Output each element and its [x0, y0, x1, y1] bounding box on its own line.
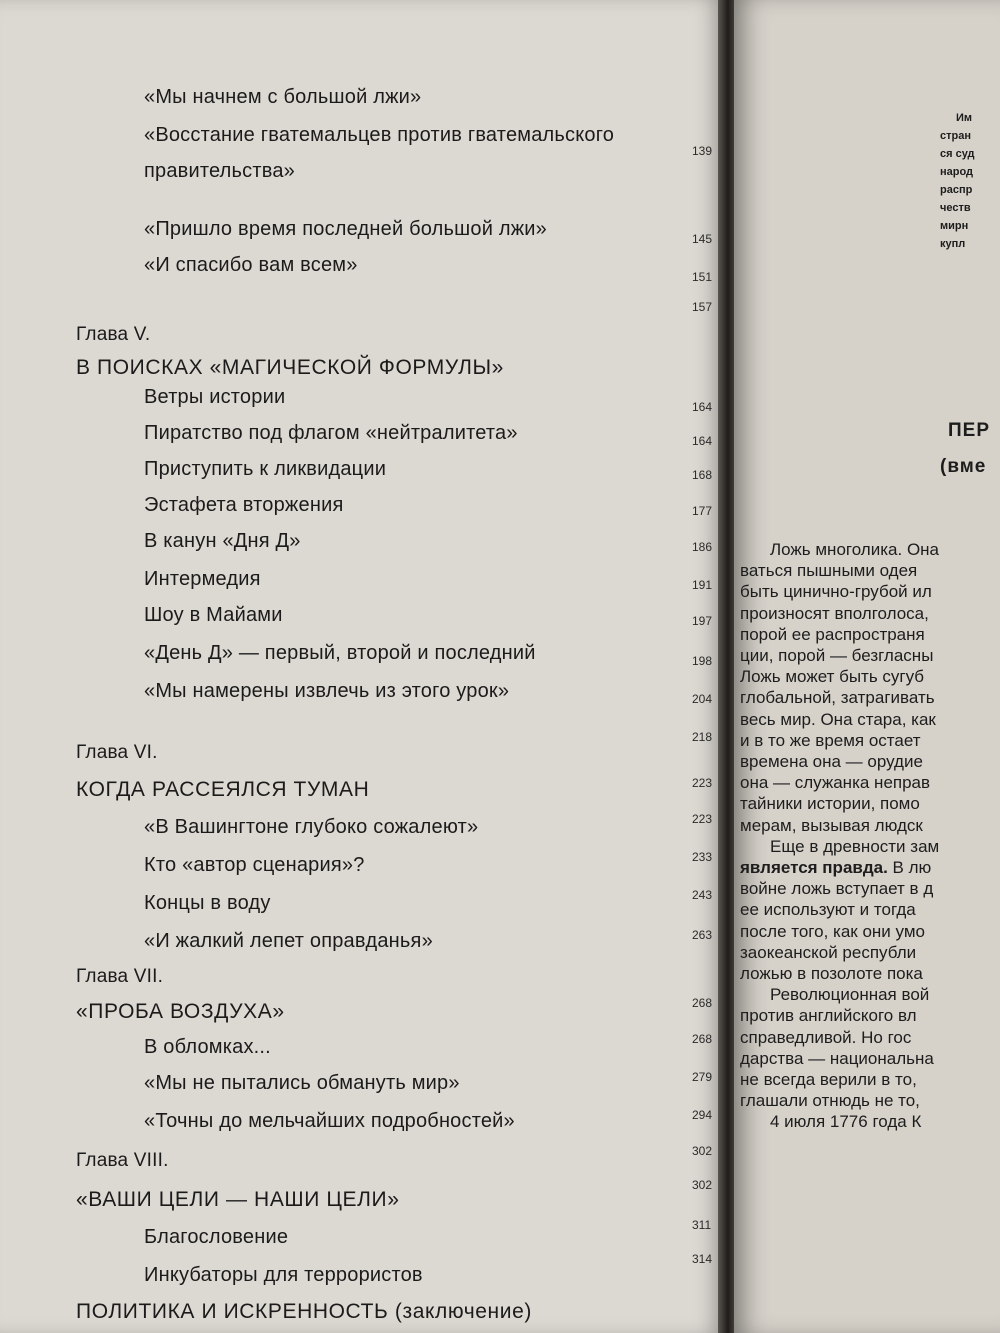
right-page-heading: (вме — [940, 456, 987, 477]
page-number: 151 — [692, 270, 713, 284]
right-page-body-line: является правда. В лю — [740, 858, 932, 877]
right-page-heading: ПЕР — [948, 420, 991, 441]
right-page-body-line: не всегда верили в то, — [740, 1070, 917, 1089]
page-number: 263 — [692, 928, 713, 942]
page-number: 311 — [692, 1218, 712, 1232]
page-number: 198 — [692, 654, 713, 668]
page-number: 204 — [692, 692, 713, 706]
right-page-body-line: быть цинично-грубой ил — [740, 582, 932, 602]
right-page-body-line: после того, как они умо — [740, 921, 925, 941]
chapter-label: Глава VII. — [76, 966, 164, 987]
right-page-epigraph-line: мирн — [940, 220, 969, 232]
right-page-body-line: ложью в позолоте пока — [740, 964, 923, 983]
page-number: 268 — [692, 1032, 713, 1046]
page-number: 164 — [692, 400, 713, 414]
toc-entry: «Мы не пытались обмануть мир» — [144, 1072, 460, 1094]
right-page-body-line: весь мир. Она стара, как — [740, 709, 936, 729]
page-number: 191 — [692, 578, 713, 592]
page-number: 223 — [692, 812, 713, 826]
right-page-body-line: Революционная вой — [770, 985, 930, 1005]
toc-entry: «День Д» — первый, второй и последний — [144, 642, 536, 664]
right-page-body-line: Ложь многолика. Она — [770, 540, 940, 559]
toc-entry: Благословение — [144, 1226, 289, 1248]
right-page-body-line: тайники истории, помо — [740, 794, 920, 814]
right-page-epigraph-line: распр — [940, 184, 973, 196]
toc-entry: «И спасибо вам всем» — [144, 254, 358, 276]
toc-entry: Приступить к ликвидации — [144, 458, 387, 480]
page-number: 177 — [692, 504, 713, 518]
right-page-epigraph-line: Им — [956, 112, 973, 124]
right-page-body-line: ваться пышными одея — [740, 561, 918, 581]
right-page-epigraph-line: купл — [940, 238, 966, 250]
toc-entry: «Точны до мельчайших подробностей» — [144, 1110, 515, 1132]
toc-entry: В канун «Дня Д» — [144, 530, 301, 552]
chapter-label: Глава VIII. — [76, 1150, 169, 1171]
right-page-body-line: дарства — национальна — [740, 1048, 934, 1068]
chapter-title: «ВАШИ ЦЕЛИ — НАШИ ЦЕЛИ» — [76, 1188, 400, 1211]
page-number: 145 — [692, 232, 713, 246]
right-page-body-line: заокеанской республи — [740, 942, 917, 962]
toc-entry: «И жалкий лепет оправданья» — [144, 930, 433, 952]
page-number: 314 — [692, 1252, 713, 1266]
right-page-body-line: она — служанка неправ — [740, 773, 931, 793]
right-page-body-line: мерам, вызывая людск — [740, 815, 923, 835]
toc-entry: Ветры истории — [144, 386, 286, 408]
page-number: 302 — [692, 1178, 713, 1192]
page-number: 243 — [692, 888, 713, 902]
toc-entry: В обломках... — [144, 1036, 271, 1058]
chapter-title: КОГДА РАССЕЯЛСЯ ТУМАН — [76, 778, 370, 801]
right-page-body-line: порой ее распространя — [740, 624, 925, 644]
right-page-body-line: глашали отнюдь не то, — [740, 1091, 920, 1111]
toc-entry: «Пришло время последней большой лжи» — [144, 218, 547, 240]
page-number: 168 — [692, 468, 713, 482]
page-number: 186 — [692, 540, 713, 554]
right-page-body-line: произносят вполголоса, — [740, 603, 929, 623]
toc-entry: Кто «автор сценария»? — [144, 854, 365, 876]
right-page-body-line: против английского вл — [740, 1006, 917, 1026]
toc-entry: «Восстание гватемальцев против гватемальского — [144, 124, 615, 146]
toc-entry: «Мы начнем с большой лжи» — [144, 86, 422, 108]
right-page — [734, 0, 1000, 1333]
chapter-label: Глава V. — [76, 324, 151, 345]
right-page-epigraph-line: народ — [940, 166, 974, 178]
toc-entry: Эстафета вторжения — [144, 494, 344, 516]
chapter-title: ПОЛИТИКА И ИСКРЕННОСТЬ (заключение) — [76, 1300, 532, 1323]
right-page-body-line: войне ложь вступает в д — [740, 879, 934, 899]
page-number: 157 — [692, 300, 713, 314]
toc-entry: Шоу в Майами — [144, 604, 283, 626]
page-number: 233 — [692, 850, 713, 864]
chapter-label: Глава VI. — [76, 742, 158, 763]
toc-entry: Концы в воду — [144, 892, 271, 914]
right-page-body-line: 4 июля 1776 года К — [770, 1112, 922, 1132]
toc-entry: «Мы намерены извлечь из этого урок» — [144, 680, 510, 702]
page-number: 279 — [692, 1070, 713, 1084]
right-page-body-line: Ложь может быть сугуб — [740, 667, 925, 687]
page-number: 197 — [692, 614, 713, 628]
toc-entry: Пиратство под флагом «нейтралитета» — [144, 422, 518, 444]
toc-entry: «В Вашингтоне глубоко сожалеют» — [144, 816, 479, 838]
page-number: 294 — [692, 1108, 713, 1122]
right-page-epigraph-line: ся суд — [940, 148, 975, 160]
right-page-body-line: и в то же время остает — [740, 730, 921, 750]
page-number: 218 — [692, 730, 713, 744]
chapter-title: «ПРОБА ВОЗДУХА» — [76, 1000, 285, 1023]
chapter-title: В ПОИСКАХ «МАГИЧЕСКОЙ ФОРМУЛЫ» — [76, 356, 504, 379]
toc-entry: Интермедия — [144, 568, 261, 590]
page-number: 223 — [692, 776, 713, 790]
right-page-body-line: времена она — орудие — [740, 752, 923, 771]
page-number: 302 — [692, 1144, 713, 1158]
right-page-body-line: ции, порой — безгласны — [740, 646, 934, 665]
page-number: 268 — [692, 996, 713, 1010]
toc-entry: правительства» — [144, 160, 295, 182]
right-page-body-line: справедливой. Но гос — [740, 1027, 912, 1047]
right-page-body-line: глобальной, затрагивать — [740, 688, 935, 708]
page-number: 139 — [692, 144, 713, 158]
toc-entry: Инкубаторы для террористов — [144, 1264, 423, 1286]
right-page-epigraph-line: честв — [940, 202, 971, 214]
right-page-body-line: ее используют и тогда — [740, 900, 916, 920]
right-page-body-line: Еще в древности зам — [770, 836, 940, 856]
right-page-epigraph-line: стран — [940, 130, 971, 142]
page-number: 164 — [692, 434, 713, 448]
